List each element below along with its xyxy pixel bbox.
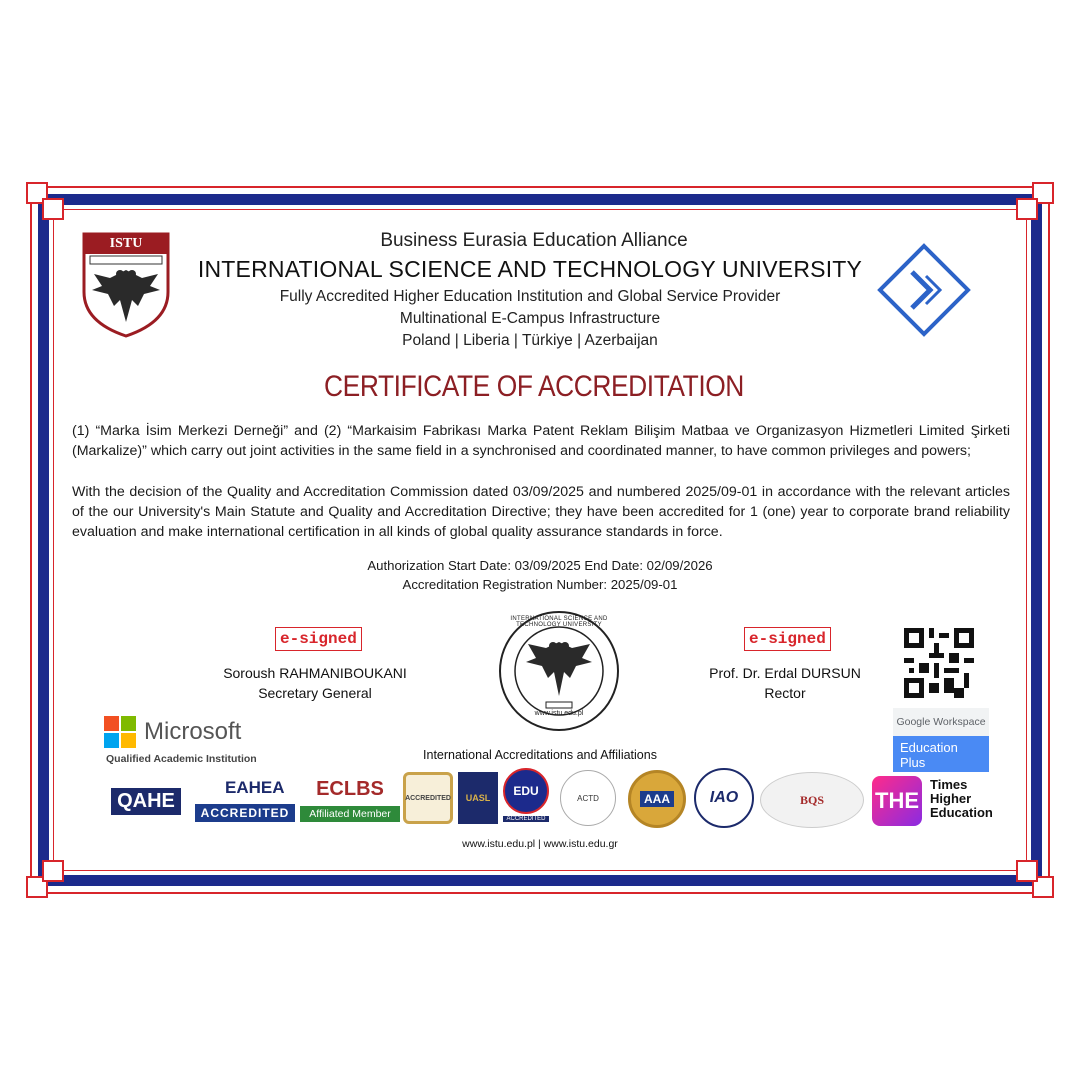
qahe-label: QAHE (111, 788, 181, 815)
microsoft-subtitle: Qualified Academic Institution (106, 753, 257, 765)
esigned-label: e-signed (275, 627, 362, 651)
the-mark: THE (872, 776, 922, 826)
google-workspace-badge (893, 708, 989, 772)
microsoft-name: Microsoft (144, 718, 242, 745)
eclbs-sub: Affiliated Member (300, 806, 400, 822)
authorization-dates: Authorization Start Date: 03/09/2025 End Date: 02/09/2026 (367, 558, 713, 573)
right-signer-name: Prof. Dr. Erdal DURSUN (709, 665, 861, 681)
campus-line: Multinational E-Campus Infrastructure (399, 310, 661, 327)
uasl-label: UASL (465, 793, 491, 803)
certificate-paragraph-2: With the decision of the Quality and Accreditation Commission dated 03/09/2025 and numbered 2025/09-01 in accordance with the relevant articles of the our University's Main Statute and Quality and Accreditation Directive; they have been accredited for 1 (one) year to corporate brand reliability evaluation and make international certification in all kinds of global quality assurance standards in force. (72, 484, 1010, 540)
iao-logo (694, 768, 754, 828)
corner-ornament (1016, 860, 1038, 882)
certificate-title: CERTIFICATE OF ACCREDITATION (324, 370, 744, 403)
right-signer-role: Rector (764, 685, 806, 701)
corner-ornament (1016, 198, 1038, 220)
eclbs-label: ECLBS (316, 778, 384, 800)
bqs-logo (760, 772, 864, 828)
elqn-label: ACCREDITED (405, 794, 451, 802)
countries-line: Poland | Liberia | Türkiye | Azerbaijan (402, 332, 658, 349)
crest-label: ISTU (109, 236, 143, 251)
elqn-badge (403, 772, 453, 824)
times-higher-education-logo (872, 776, 1002, 826)
microsoft-qualified-logo (104, 716, 264, 768)
the-line3: Education (930, 805, 993, 820)
uasl-logo (458, 772, 498, 824)
the-line1: Times (930, 777, 968, 792)
actd-label: ACTD (577, 793, 599, 803)
chevron-logo-icon (874, 240, 974, 340)
left-esigned-stamp (275, 630, 362, 648)
alliance-name: Business Eurasia Education Alliance (380, 230, 688, 251)
google-edu-line2: Plus (900, 755, 926, 770)
university-seal (498, 610, 620, 732)
university-name: INTERNATIONAL SCIENCE AND TECHNOLOGY UNIVERSITY (197, 256, 863, 282)
bqs-label: BQS (799, 792, 824, 807)
the-line2: Higher (930, 791, 972, 806)
university-tagline: Fully Accredited Higher Education Institution and Global Service Provider (279, 288, 781, 305)
edu-accredited-badge (503, 768, 549, 828)
edu-sub: ACCREDITED (503, 816, 549, 822)
affiliations-heading: International Accreditations and Affiliations (423, 748, 657, 762)
edu-label: EDU (503, 768, 549, 814)
eclbs-logo (300, 778, 400, 822)
microsoft-windows-icon (104, 716, 136, 748)
eahea-logo (195, 778, 295, 822)
aaa-badge (628, 770, 686, 828)
footer-websites[interactable]: www.istu.edu.pl | www.istu.edu.gr (462, 838, 618, 850)
esigned-label: e-signed (744, 627, 831, 651)
qahe-logo (100, 776, 192, 826)
left-signer-name: Soroush RAHMANIBOUKANI (223, 665, 407, 681)
corner-ornament (42, 198, 64, 220)
iao-label: IAO (709, 789, 739, 806)
qr-code[interactable] (904, 628, 974, 698)
actd-logo (560, 770, 616, 826)
eahea-sub: ACCREDITED (195, 804, 295, 822)
google-edu-line1: Education (900, 740, 958, 755)
aaa-label: AAA (640, 791, 674, 807)
registration-number: Accreditation Registration Number: 2025/09-01 (402, 577, 678, 592)
google-workspace-label: Google Workspace (893, 708, 989, 736)
certificate-paragraph-1: (1) “Marka İsim Merkezi Derneği” and (2) “Markaisim Fabrikası Marka Patent Reklam Bilişim Matbaa ve Organizasyon Hizmetleri Limited Şirketi (Markalize)” which carry out joint activities in the same field in a synchronised and coordinated manner, to have common privileges and powers; (72, 423, 1010, 459)
corner-ornament (42, 860, 64, 882)
seal-ring-text: INTERNATIONAL SCIENCE AND TECHNOLOGY UNIVERSITY (510, 616, 608, 628)
right-esigned-stamp (744, 630, 831, 648)
istu-crest-logo (80, 230, 172, 340)
left-signer-role: Secretary General (258, 685, 372, 701)
seal-url: www.istu.edu.pl (534, 710, 584, 717)
eahea-label: EAHEA (225, 778, 285, 797)
